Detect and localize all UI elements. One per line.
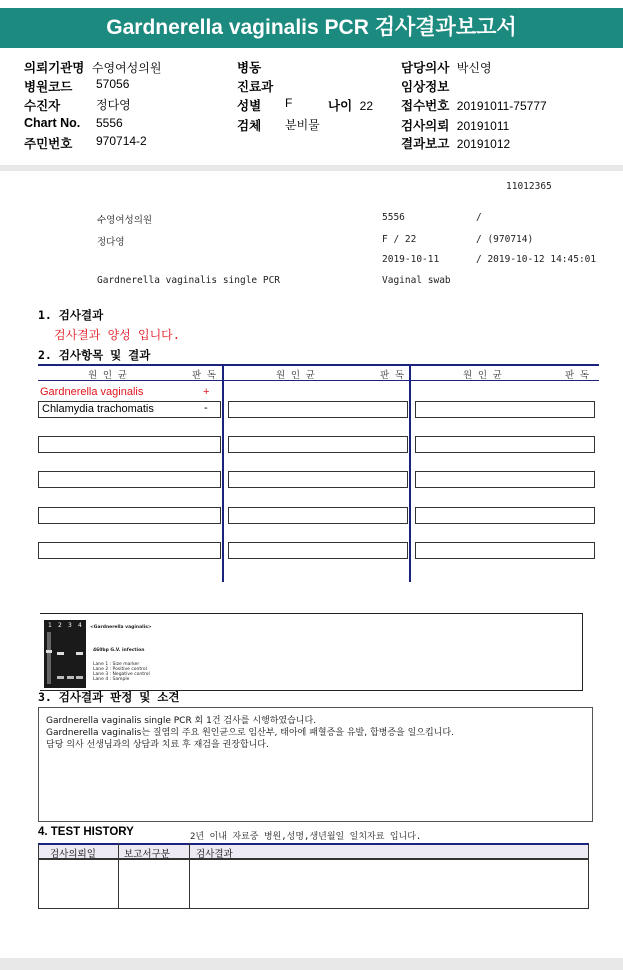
- patient-label: 수진자: [24, 99, 61, 113]
- form-institution: 수영여성의원: [97, 215, 153, 226]
- form-slash: /: [476, 212, 482, 223]
- dept-label: 진료과: [237, 80, 274, 94]
- history-col-report-type: 보고서구분: [124, 849, 170, 860]
- report-date-field: [401, 134, 510, 152]
- table-cell: [415, 507, 595, 524]
- request-value: 20191011: [456, 119, 510, 133]
- pathogen-result-1: +: [203, 386, 210, 398]
- table-cell: [228, 542, 408, 559]
- opinion-line-3: 담당 의사 선생님과의 상담과 치료 후 재검을 권장합니다.: [46, 740, 269, 750]
- specimen-value: 분비물: [285, 118, 320, 132]
- receipt-value: 20191011-75777: [456, 99, 547, 113]
- col-judgement-3: 판 독: [565, 370, 590, 381]
- table-cell: [415, 542, 595, 559]
- pathogen-result-2: -: [204, 402, 208, 414]
- clinical-label: 임상정보: [401, 80, 450, 94]
- institution-label: 의뢰기관명: [24, 61, 85, 75]
- section2-title: 2. 검사항목 및 결과: [38, 348, 151, 362]
- col-judgement-2: 판 독: [380, 370, 405, 381]
- table-cell: [38, 507, 221, 524]
- chart-label: Chart No.: [24, 116, 81, 130]
- resident-label: 주민번호: [24, 137, 73, 151]
- history-col-result: 검사결과: [196, 849, 233, 860]
- gel-lane-num-1: 1: [48, 622, 52, 629]
- ward-label: 병동: [237, 61, 262, 75]
- receipt-label: 접수번호: [401, 99, 450, 113]
- gel-legend-3: Lane 3 : Negative control: [93, 672, 150, 677]
- section1-title: 1. 검사결과: [38, 308, 104, 322]
- table-cell: [228, 401, 408, 418]
- gel-band: [76, 652, 83, 655]
- age-label: 나이: [328, 99, 353, 113]
- table-cell: [228, 507, 408, 524]
- col-pathogen-2: 원 인 균: [276, 370, 315, 381]
- gel-legend-2: Lane 2 : Positive control: [93, 667, 147, 672]
- report-date-label: 결과보고: [401, 137, 450, 151]
- gel-legend-1: Lane 1 : Size marker: [93, 662, 140, 667]
- request-label: 검사의뢰: [401, 119, 450, 133]
- clinical-field: [401, 77, 449, 95]
- gel-lane-num-4: 4: [78, 622, 82, 629]
- form-date-report: / 2019-10-12 14:45:01: [476, 254, 597, 265]
- pathogen-name-1: Gardnerella vaginalis: [40, 386, 144, 398]
- table-cell: [38, 471, 221, 488]
- sex-label: 성별: [237, 99, 262, 113]
- table-cell: [38, 542, 221, 559]
- opinion-line-1: Gardnerella vaginalis single PCR 회 1건 검사를 시행하였습니다.: [46, 716, 317, 726]
- gel-lane: [47, 632, 51, 684]
- chart-field: [24, 116, 123, 130]
- form-sex-age: F / 22: [382, 234, 417, 245]
- report-title: Gardnerella vaginalis PCR 검사결과보고서: [0, 8, 623, 48]
- age-field: [328, 96, 373, 114]
- patient-value: 정다영: [96, 98, 131, 112]
- table-divider-1: [222, 364, 224, 582]
- specimen-field: [237, 116, 320, 134]
- history-col-request-date: 검사의뢰일: [50, 849, 96, 860]
- gel-band: [46, 650, 52, 653]
- chart-value: 5556: [96, 116, 123, 130]
- history-table-header: [38, 843, 589, 859]
- report-date-value: 20191012: [456, 137, 511, 151]
- form-date-request: 2019-10-11: [382, 254, 440, 265]
- history-table-header-line: [38, 859, 589, 860]
- dept-field: [237, 77, 273, 95]
- history-col-divider-2: [189, 843, 190, 909]
- table-divider-2: [409, 364, 411, 582]
- sex-value: F: [285, 96, 293, 110]
- institution-field: [24, 58, 161, 76]
- col-judgement-1: 판 독: [192, 370, 217, 381]
- gel-band: [57, 676, 64, 679]
- barcode-number: 11012365: [506, 181, 552, 192]
- patient-field: [24, 96, 131, 114]
- gel-caption: <Gardnerella vaginalis>: [90, 625, 152, 630]
- gel-band: [76, 676, 83, 679]
- request-field: [401, 116, 509, 134]
- doctor-field: [401, 58, 492, 76]
- table-cell: [415, 436, 595, 453]
- gel-lane-num-3: 3: [68, 622, 72, 629]
- form-chart: 5556: [382, 212, 405, 223]
- hospital-code-field: [24, 77, 130, 95]
- ward-field: [237, 58, 261, 76]
- table-top-border: [38, 364, 599, 366]
- gel-band: [57, 652, 64, 655]
- gel-band: [67, 676, 74, 679]
- sex-field: [237, 96, 293, 114]
- table-cell: [38, 436, 221, 453]
- table-cell: [228, 436, 408, 453]
- hospital-code-value: 57056: [96, 77, 130, 91]
- footer-band: [0, 958, 623, 970]
- specimen-label: 검체: [237, 119, 262, 133]
- history-note: 2년 이내 자료중 병원,성명,생년월일 일치자료 입니다.: [190, 832, 422, 842]
- section3-title: 3. 검사결과 판정 및 소견: [38, 690, 180, 704]
- section4-title: 4. TEST HISTORY: [38, 826, 134, 838]
- table-cell: [415, 471, 595, 488]
- header-divider: [0, 165, 623, 171]
- table-cell: [415, 401, 595, 418]
- hospital-code-label: 병원코드: [24, 80, 73, 94]
- form-name: 정다영: [97, 237, 125, 248]
- resident-value: 970714-2: [96, 134, 147, 148]
- gel-legend-4: Lane 4 : Sample: [93, 677, 130, 682]
- pathogen-name-2: Chlamydia trachomatis: [42, 403, 154, 415]
- institution-value: 수영여성의원: [91, 61, 162, 75]
- receipt-field: [401, 96, 547, 114]
- result-summary: 검사결과 양성 입니다.: [54, 328, 181, 342]
- form-test-name: Gardnerella vaginalis single PCR: [97, 275, 281, 286]
- history-col-divider-1: [118, 843, 119, 909]
- col-pathogen-1: 원 인 균: [88, 370, 127, 381]
- gel-band-label: 460bp G.V. infection: [93, 648, 145, 653]
- resident-field: [24, 134, 147, 152]
- opinion-line-2: Gardnerella vaginalis는 질염의 주요 원인균으로 임산부, 태아에 패혈증을 유발, 합병증을 일으킵니다.: [46, 728, 454, 738]
- doctor-label: 담당의사: [401, 61, 450, 75]
- age-value: 22: [359, 99, 373, 113]
- doctor-value: 박신영: [456, 61, 492, 75]
- gel-lane-num-2: 2: [58, 622, 62, 629]
- table-cell: [228, 471, 408, 488]
- form-specimen: Vaginal swab: [382, 275, 451, 286]
- form-ssn: / (970714): [476, 234, 534, 245]
- col-pathogen-3: 원 인 균: [463, 370, 502, 381]
- report-header: [0, 48, 623, 170]
